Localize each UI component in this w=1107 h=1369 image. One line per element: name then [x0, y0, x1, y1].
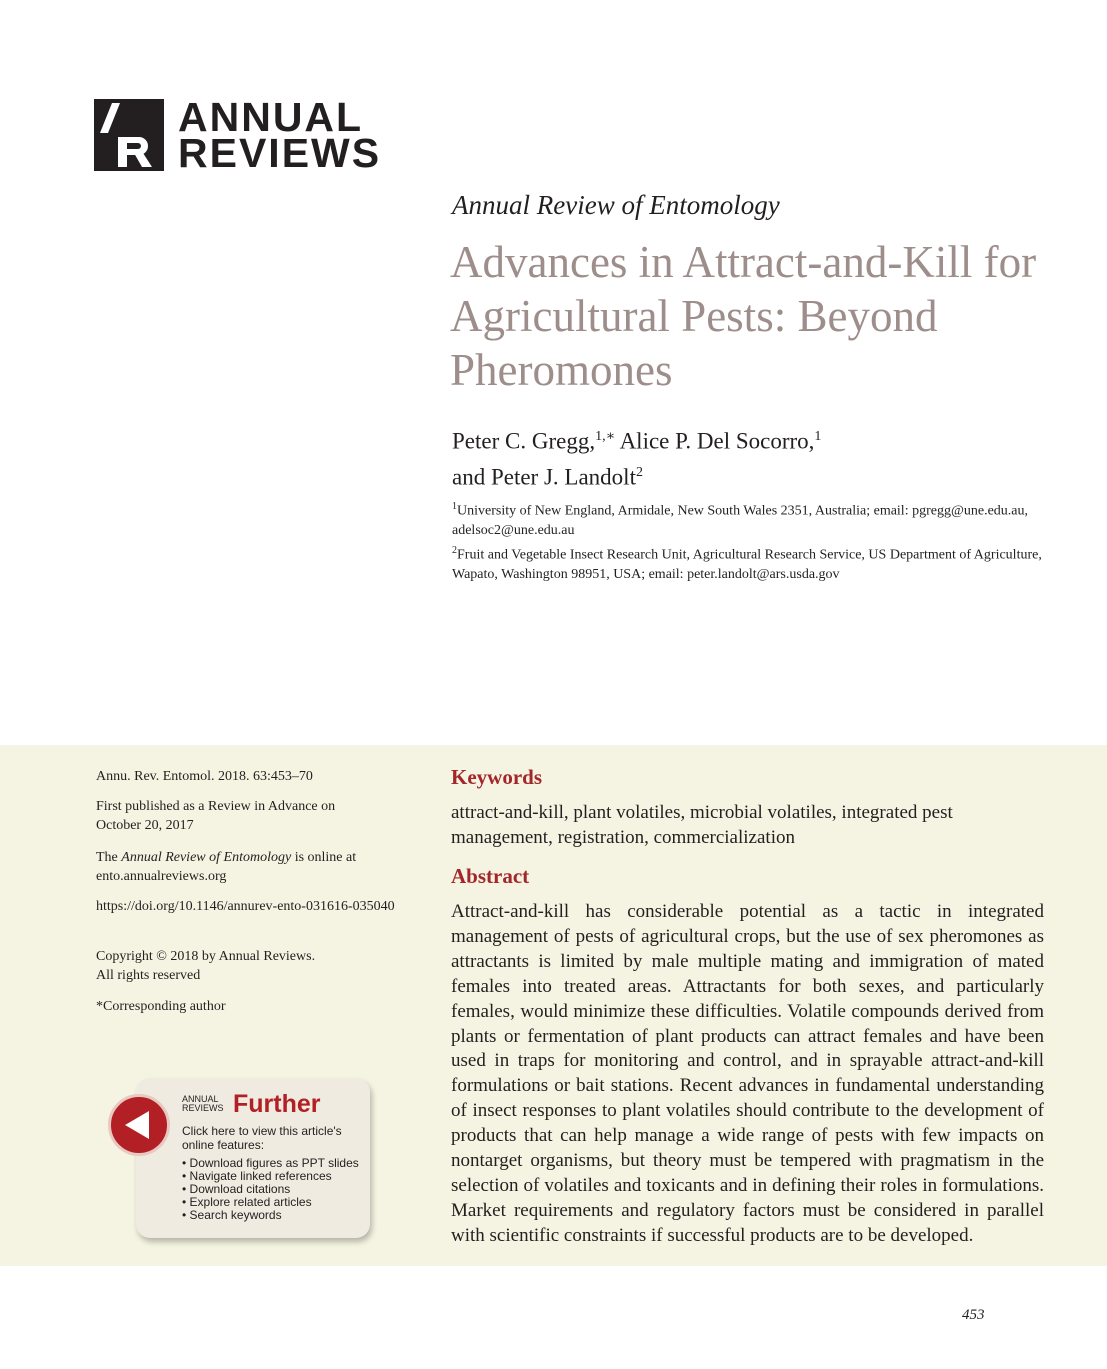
- journal-name: Annual Review of Entomology: [452, 190, 780, 220]
- abstract-text: Attract-and-kill has considerable potential as a tactic in integrated management of pests of agricultural crops, but the use of sex pheromones as attractants is limited by male multiple mating and immigration of mated females into treated areas. Attractants for both sexes, and particularly females, would minimize these difficulties. Volatile compounds derived from plants or fermentation of plant products can attract females and have been used in traps for monitoring and control, and in sprayable attract-and-kill formulations or bait stations. Recent advances in fundamental understanding of insect responses to plant volatiles should contribute to the development of products that can help manage a wide range of pests with few impacts on nontarget organisms, but theory must be tempered with pragmatism in the selection of volatiles and toxicants and in defining their roles in formulations. Market requirements and regulatory factors must be considered in parallel with scientific constraints if successful products are to be developed.: [451, 901, 1044, 1246]
- first-published: First published as a Review in Advance on October 20, 2017: [96, 799, 336, 833]
- author-affil-mark: 1: [814, 429, 822, 444]
- logo-wordmark: ANNUAL REVIEWS: [178, 94, 382, 176]
- author-affil-mark: 2: [635, 464, 643, 480]
- author-name: Alice P. Del Socorro,: [615, 428, 815, 454]
- list-item[interactable]: • Download citations: [182, 1183, 367, 1196]
- list-item[interactable]: • Explore related articles: [182, 1196, 367, 1209]
- online-note: The Annual Review of Entomology is online at ento.annualreviews.org: [96, 850, 357, 884]
- list-item[interactable]: • Navigate linked references: [182, 1170, 367, 1183]
- author-affil-mark: 1,∗: [595, 429, 616, 444]
- further-features-list: [182, 1157, 367, 1222]
- author-name: and Peter J. Landolt: [452, 464, 636, 490]
- keywords-heading: Keywords: [451, 765, 542, 789]
- doi-link[interactable]: https://doi.org/10.1146/annurev-ento-031616-035040: [96, 899, 395, 914]
- page-number: 453: [962, 1307, 985, 1323]
- further-box[interactable]: [108, 1078, 370, 1242]
- ar-logo-icon: [94, 99, 164, 171]
- further-small-logo: ANNUAL REVIEWS: [182, 1094, 224, 1113]
- corresponding-author-note: *Corresponding author: [96, 999, 226, 1014]
- further-description: Click here to view this article's online features:: [182, 1124, 342, 1152]
- article-title: Advances in Attract-and-Kill for Agricultural Pests: Beyond Pheromones: [450, 237, 1037, 395]
- author-name: Peter C. Gregg,: [452, 428, 596, 454]
- keywords-text: attract-and-kill, plant volatiles, microbial volatiles, integrated pest management, registration, commercialization: [451, 802, 953, 848]
- play-button[interactable]: [108, 1094, 170, 1156]
- author-list: [452, 421, 1072, 492]
- arrow-left-icon: [125, 1111, 149, 1139]
- citation: Annu. Rev. Entomol. 2018. 63:453–70: [96, 769, 313, 784]
- click-here-link[interactable]: Click here: [182, 1124, 236, 1138]
- list-item[interactable]: • Search keywords: [182, 1209, 367, 1222]
- abstract-heading: Abstract: [451, 864, 530, 888]
- annual-reviews-logo: [94, 94, 382, 176]
- list-item[interactable]: • Download figures as PPT slides: [182, 1157, 367, 1170]
- further-title: Further: [233, 1090, 321, 1118]
- affiliation-1: $^1$University of New England, Armidale, New South Wales 2351, Australia; email: pgregg@une.edu.au, adelsoc2@une.edu.au: [452, 501, 1028, 538]
- copyright: Copyright © 2018 by Annual Reviews. All rights reserved: [96, 949, 316, 983]
- affiliation-2: $^2$Fruit and Vegetable Insect Research Unit, Agricultural Research Service, US Department of Agriculture, Wapato, Washington 98951, USA; email: peter.landolt@ars.usda.gov: [452, 545, 1042, 582]
